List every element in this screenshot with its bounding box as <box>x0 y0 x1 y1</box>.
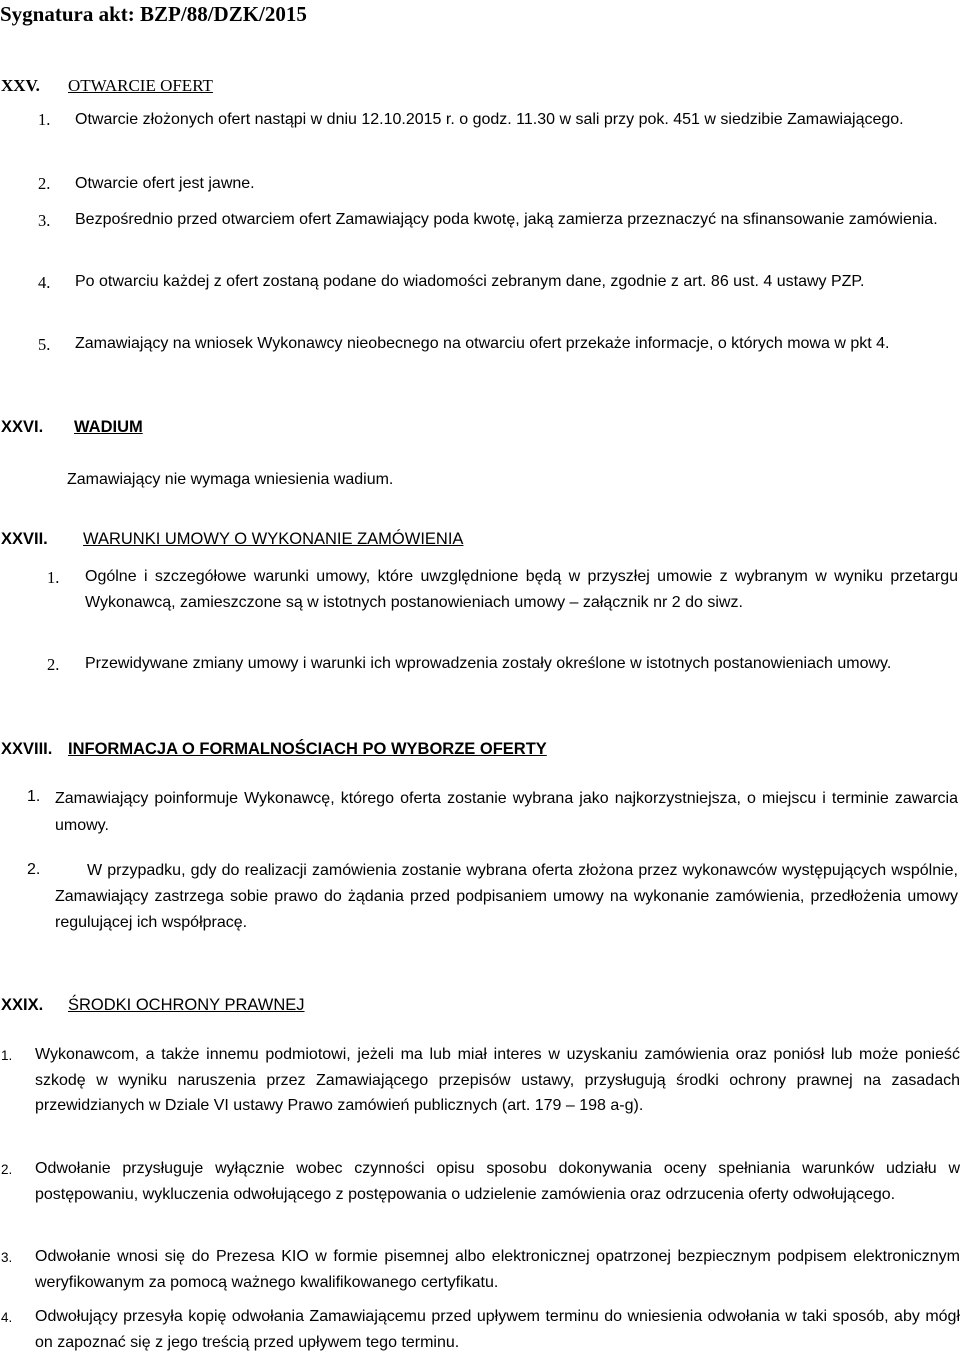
case-signature: Sygnatura akt: BZP/88/DZK/2015 <box>0 2 307 26</box>
list-item-text: Ogólne i szczegółowe warunki umowy, które uwzględnione będą w przyszłej umowie z wybranym w wyniku przetargu Wykonawcą, zamieszczone są w istotnych postanowieniach umowy – załącznik nr 2 do siwz. <box>85 568 958 611</box>
list-item-text: Zamawiający poinformuje Wykonawcę, którego oferta zostanie wybrana jako najkorzystniejsza, o miejscu i terminie zawarcia umowy. <box>55 790 958 834</box>
list-item-number: 4. <box>38 273 51 292</box>
list-item-text: Po otwarciu każdej z ofert zostaną podane do wiadomości zebranym dane, zgodnie z art. 86 ust. 4 ustawy PZP. <box>75 273 865 290</box>
list-item-number: 2. <box>27 861 41 878</box>
list-item-number: 1. <box>27 788 41 805</box>
list-item-number: 2. <box>38 174 51 193</box>
list-item-text: Przewidywane zmiany umowy i warunki ich wprowadzenia zostały określone w istotnych postanowieniach umowy. <box>85 655 892 672</box>
list-item-text: Odwołanie wnosi się do Prezesa KIO w formie pisemnej albo elektronicznej opatrzonej bezpiecznym podpisem elektronicznym weryfikowanym za pomocą ważnego kwalifikowanego certyfikatu. <box>35 1248 960 1291</box>
section-title: OTWARCIE OFERT <box>68 76 213 95</box>
list-item-number: 2. <box>47 655 60 674</box>
list-item-text: Zamawiający na wniosek Wykonawcy nieobecnego na otwarciu ofert przekaże informacje, o których mowa w pkt 4. <box>75 335 890 352</box>
section-number: XXIX. <box>1 996 44 1014</box>
list-item-text: W przypadku, gdy do realizacji zamówienia zostanie wybrana oferta złożona przez wykonawców występujących wspólnie, Zamawiający zastrzega sobie prawo do żądania przed podpisaniem umowy na wykonanie zamówienia, przedłożenia umowy regulującej ich współpracę. <box>55 862 958 931</box>
list-item-number: 4. <box>1 1310 13 1325</box>
section-number: XXV. <box>1 76 40 95</box>
section-body: Zamawiający nie wymaga wniesienia wadium. <box>67 471 394 488</box>
section-number: XXVII. <box>1 530 48 548</box>
section-title: WADIUM <box>74 418 143 436</box>
list-item-number: 2. <box>1 1162 13 1177</box>
list-item-text: Odwołanie przysługuje wyłącznie wobec czynności opisu sposobu dokonywania oceny spełniania warunków udziału w postępowaniu, wykluczenia odwołującego z postępowania o udzielenie zamówienia oraz odrzucenia oferty odwołującego. <box>35 1160 960 1203</box>
section-title: INFORMACJA O FORMALNOŚCIACH PO WYBORZE OFERTY <box>68 740 547 758</box>
list-item-text: Odwołujący przesyła kopię odwołania Zamawiającemu przed upływem terminu do wniesienia odwołania w taki sposób, aby mógł on zapoznać się z jego treścią przed upływem tego terminu. <box>35 1308 960 1351</box>
list-item-number: 5. <box>38 335 51 354</box>
section-number: XXVIII. <box>1 740 53 758</box>
section-number: XXVI. <box>1 418 44 436</box>
list-item-number: 1. <box>1 1048 13 1063</box>
list-item-text: Wykonawcom, a także innemu podmiotowi, jeżeli ma lub miał interes w uzyskaniu zamówienia oraz poniósł lub może ponieść szkodę w wyniku naruszenia przez Zamawiającego przepisów ustawy, przysługują środki ochrony prawnej na zasadach przewidzianych w Dziale VI ustawy Prawo zamówień publicznych (art. 179 – 198 a-g). <box>35 1046 960 1114</box>
list-item-text: Bezpośrednio przed otwarciem ofert Zamawiający poda kwotę, jaką zamierza przeznaczyć na sfinansowanie zamówienia. <box>75 211 938 228</box>
list-item-number: 3. <box>38 211 51 230</box>
section-title: WARUNKI UMOWY O WYKONANIE ZAMÓWIENIA <box>83 530 464 548</box>
list-item-number: 3. <box>1 1250 13 1265</box>
section-title: ŚRODKI OCHRONY PRAWNEJ <box>68 996 305 1014</box>
list-item-text: Otwarcie ofert jest jawne. <box>75 175 255 192</box>
list-item-number: 1. <box>38 110 51 129</box>
list-item-number: 1. <box>47 568 60 587</box>
list-item-text: Otwarcie złożonych ofert nastąpi w dniu 12.10.2015 r. o godz. 11.30 w sali przy pok. 451 w siedzibie Zamawiającego. <box>75 111 904 128</box>
